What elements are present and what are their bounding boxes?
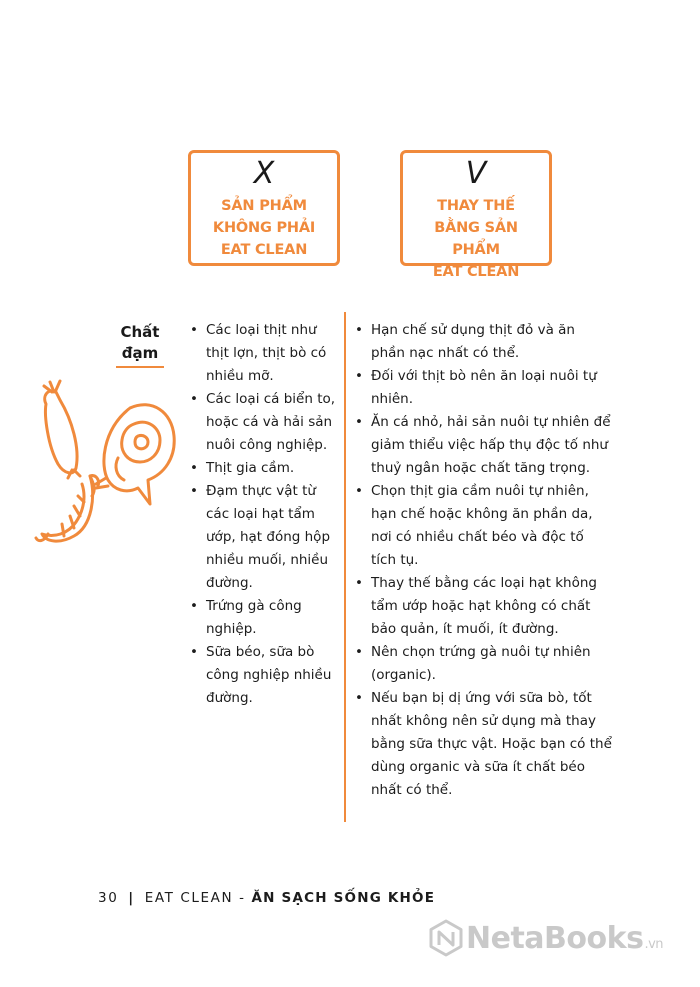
list-item: • Đạm thực vật từ các loại hạt tẩm ướp, hạt đóng hộp nhiều muối, nhiều đường. xyxy=(190,480,342,595)
check-mark: V xyxy=(465,156,487,191)
page-number: 30 xyxy=(98,890,119,906)
list-item: • Chọn thịt gia cầm nuôi tự nhiên, hạn chế hoặc không ăn phần da, nơi có nhiều chất béo và độc tố tích tụ. xyxy=(355,480,613,572)
book-subtitle: ĂN SẠCH SỐNG KHỎE xyxy=(251,890,436,906)
list-item: • Trứng gà công nghiệp. xyxy=(190,595,342,641)
list-item: • Đối với thịt bò nên ăn loại nuôi tự nhiên. xyxy=(355,365,613,411)
footer-separator: | xyxy=(128,890,135,906)
list-item: • Sữa béo, sữa bò công nghiệp nhiều đường. xyxy=(190,641,342,710)
protein-food-illustration xyxy=(34,376,184,558)
list-item: • Nếu bạn bị dị ứng với sữa bò, tốt nhất không nên sử dụng mà thay bằng sữa thực vật. Hoặc bạn có thể dùng organic và sữa ít chất béo nhất có thể. xyxy=(355,687,613,802)
list-item: • Ăn cá nhỏ, hải sản nuôi tự nhiên để giảm thiểu việc hấp thụ độc tố như thuỷ ngân hoặc chất tăng trọng. xyxy=(355,411,613,480)
list-item: • Các loại cá biển to, hoặc cá và hải sản nuôi công nghiệp. xyxy=(190,388,342,457)
watermark-brand: NetaBooks xyxy=(466,920,644,956)
book-title: EAT CLEAN xyxy=(144,890,234,906)
not-eat-clean-heading: SẢN PHẨM KHÔNG PHẢI EAT CLEAN xyxy=(212,198,316,258)
page-footer xyxy=(98,890,435,906)
netabooks-logo-icon xyxy=(426,918,466,958)
x-mark: X xyxy=(253,156,275,191)
sausage-icon xyxy=(44,381,80,478)
eat-clean-replacement-list xyxy=(355,319,613,802)
fish-steak-icon xyxy=(104,405,174,504)
not-eat-clean-list xyxy=(190,319,342,710)
section-label-protein: Chất đạm xyxy=(112,322,168,368)
netabooks-watermark xyxy=(426,918,663,958)
shrimp-icon xyxy=(36,476,108,541)
list-item: • Thịt gia cầm. xyxy=(190,457,342,480)
eat-clean-replacement-box xyxy=(400,150,552,280)
watermark-suffix: .vn xyxy=(644,936,664,952)
eat-clean-replacement-heading: THAY THẾ BẰNG SẢN PHẨM EAT CLEAN xyxy=(432,198,520,280)
list-item: • Các loại thịt như thịt lợn, thịt bò có nhiều mỡ. xyxy=(190,319,342,388)
list-item: • Hạn chế sử dụng thịt đỏ và ăn phần nạc nhất có thể. xyxy=(355,319,613,365)
not-eat-clean-box xyxy=(188,150,340,266)
column-divider xyxy=(344,312,346,822)
list-item: • Thay thế bằng các loại hạt không tẩm ướp hoặc hạt không có chất bảo quản, ít muối, ít đường. xyxy=(355,572,613,641)
footer-dash: - xyxy=(239,890,246,906)
list-item: • Nên chọn trứng gà nuôi tự nhiên (organic). xyxy=(355,641,613,687)
